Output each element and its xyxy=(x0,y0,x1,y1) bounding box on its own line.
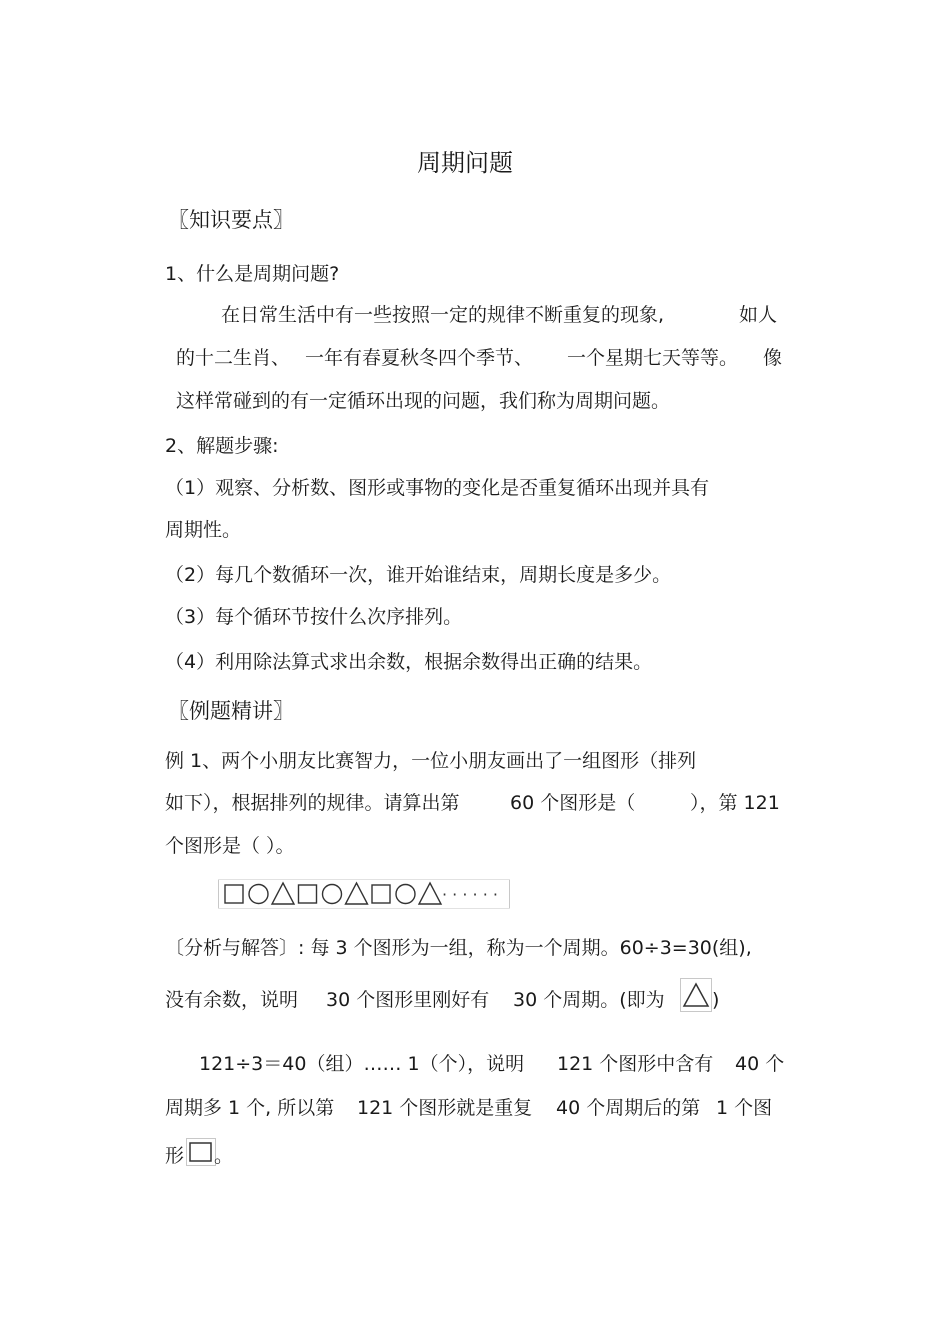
analysis-line5b: 。 xyxy=(214,1145,234,1167)
analysis-line2c: 30 个周期。(即为 xyxy=(513,989,665,1011)
step-1-line1: （1）观察、分析数、图形或事物的变化是否重复循环出现并具有 xyxy=(165,477,710,499)
analysis-line2a: 没有余数，说明 xyxy=(165,989,299,1011)
q1-text-line1a: 在日常生活中有一些按照一定的规律不断重复的现象, xyxy=(221,304,665,326)
analysis-line4c: 40 个周期后的第 xyxy=(556,1097,701,1119)
step-4: （4）利用除法算式求出余数，根据余数得出正确的结果。 xyxy=(165,651,653,673)
analysis-line5a: 形 xyxy=(165,1145,185,1167)
q1-text-line3: 这样常碰到的有一定循环出现的问题，我们称为周期问题。 xyxy=(176,390,671,412)
square-shape xyxy=(299,885,317,903)
triangle-shape xyxy=(346,883,368,904)
analysis-line3a: 121÷3＝40（组）…… 1（个），说明 xyxy=(199,1053,525,1075)
question-2-heading: 2、解题步骤: xyxy=(165,435,279,457)
q1-text-line2b: 一年有春夏秋冬四个季节、 xyxy=(305,347,534,369)
pattern-ellipsis: · · · · · · xyxy=(442,885,498,904)
example-1-line2b: 60 个图形是（ xyxy=(510,792,636,814)
square-shape xyxy=(225,885,243,903)
step-2: （2）每几个数循环一次，谁开始谁结束，周期长度是多少。 xyxy=(165,564,672,586)
analysis-line2d: ) xyxy=(712,989,720,1011)
shape-pattern-svg xyxy=(218,879,510,909)
page-title: 周期问题 xyxy=(417,149,513,177)
q1-text-line2c: 一个星期七天等等。 xyxy=(567,347,739,369)
step-1-line2: 周期性。 xyxy=(165,519,242,541)
analysis-line4d: 1 个图 xyxy=(716,1097,773,1119)
triangle-shape xyxy=(272,883,294,904)
section-heading-examples: 〖例题精讲〗 xyxy=(168,699,294,723)
triangle-answer-icon xyxy=(680,978,712,1012)
triangle-shape xyxy=(419,883,441,904)
analysis-line3b: 121 个图形中含有 xyxy=(557,1053,714,1075)
step-3: （3）每个循环节按什么次序排列。 xyxy=(165,606,463,628)
square-shape xyxy=(372,885,390,903)
example-1-line3: 个图形是（ ）。 xyxy=(165,835,295,857)
analysis-line1: 〔分析与解答〕: 每 3 个图形为一组，称为一个周期。60÷3=30(组), xyxy=(165,937,752,959)
circle-shape xyxy=(323,885,342,904)
circle-shape xyxy=(396,885,415,904)
q1-text-line1b: 如人 xyxy=(739,304,778,326)
example-1-line2a: 如下），根据排列的规律。请算出第 xyxy=(165,792,460,814)
question-1-heading: 1、什么是周期问题? xyxy=(165,263,340,285)
q1-text-line2a: 的十二生肖、 xyxy=(176,347,291,369)
example-1-line1: 例 1、两个小朋友比赛智力，一位小朋友画出了一组图形（排列 xyxy=(165,750,697,772)
square-answer-icon xyxy=(186,1138,216,1166)
analysis-line4a: 周期多 1 个, 所以第 xyxy=(165,1097,335,1119)
analysis-line2b: 30 个图形里刚好有 xyxy=(326,989,490,1011)
analysis-line4b: 121 个图形就是重复 xyxy=(357,1097,533,1119)
shape-pattern-figure xyxy=(218,879,510,909)
analysis-line3c: 40 个 xyxy=(735,1053,785,1075)
example-1-line2c: ），第 121 xyxy=(690,792,780,814)
q1-text-line2d: 像 xyxy=(763,347,783,369)
circle-shape xyxy=(249,885,268,904)
section-heading-knowledge: 〖知识要点〗 xyxy=(168,208,294,232)
